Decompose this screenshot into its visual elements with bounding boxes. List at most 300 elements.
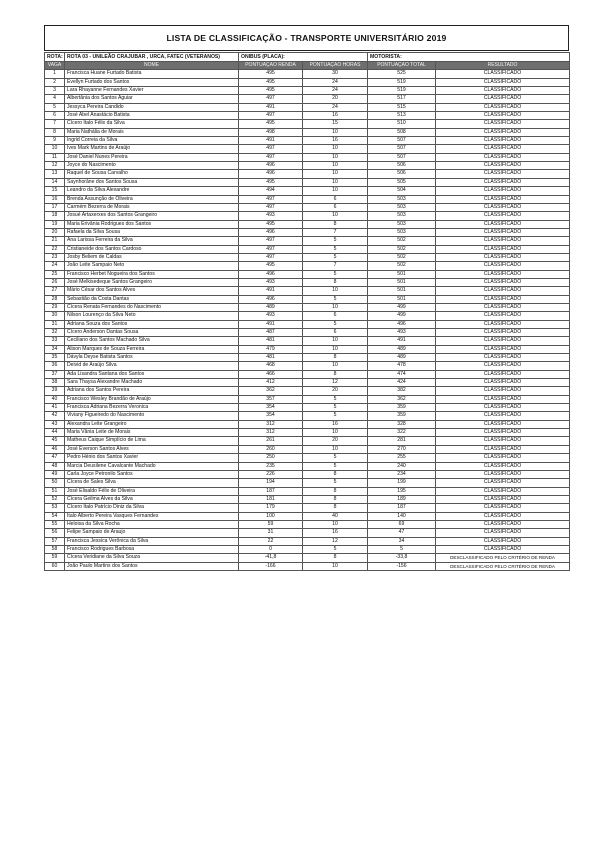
table-row bbox=[45, 203, 570, 211]
cell-renda: 497 bbox=[239, 245, 303, 253]
cell-renda: 235 bbox=[239, 462, 303, 470]
cell-resultado: CLASSIFICADO bbox=[436, 454, 570, 462]
cell-renda: 491 bbox=[239, 320, 303, 328]
cell-nome: Nilson Lourenço da Silva Neto bbox=[65, 312, 239, 320]
cell-horas: 8 bbox=[303, 278, 368, 286]
cell-total: 525 bbox=[368, 70, 436, 78]
cell-vaga: 53 bbox=[45, 504, 65, 512]
cell-resultado: CLASSIFICADO bbox=[436, 153, 570, 161]
cell-horas: 40 bbox=[303, 512, 368, 520]
cell-total: 362 bbox=[368, 395, 436, 403]
table-row bbox=[45, 429, 570, 437]
table-row bbox=[45, 554, 570, 562]
cell-horas: 7 bbox=[303, 262, 368, 270]
cell-horas: 7 bbox=[303, 228, 368, 236]
cell-horas: 8 bbox=[303, 487, 368, 495]
cell-horas: 10 bbox=[303, 212, 368, 220]
cell-total: 359 bbox=[368, 404, 436, 412]
cell-vaga: 46 bbox=[45, 445, 65, 453]
cell-total: 519 bbox=[368, 78, 436, 86]
cell-total: 519 bbox=[368, 87, 436, 95]
table-row bbox=[45, 270, 570, 278]
cell-vaga: 5 bbox=[45, 103, 65, 111]
cell-resultado: CLASSIFICADO bbox=[436, 520, 570, 528]
cell-renda: 491 bbox=[239, 137, 303, 145]
cell-renda: 31 bbox=[239, 529, 303, 537]
cell-vaga: 24 bbox=[45, 262, 65, 270]
cell-vaga: 13 bbox=[45, 170, 65, 178]
cell-nome: Viviany Figueiredo do Nascimento bbox=[65, 412, 239, 420]
cell-vaga: 57 bbox=[45, 537, 65, 545]
header-nome: NOME bbox=[65, 62, 239, 70]
cell-vaga: 40 bbox=[45, 395, 65, 403]
cell-vaga: 29 bbox=[45, 303, 65, 311]
cell-renda: 495 bbox=[239, 178, 303, 186]
cell-total: 507 bbox=[368, 145, 436, 153]
cell-nome: Francisco Wesley Brandão de Araújo bbox=[65, 395, 239, 403]
table-row bbox=[45, 529, 570, 537]
cell-nome: Josué Artaxerxes dos Santos Grangeiro bbox=[65, 212, 239, 220]
bus-plate-label: ONIBUS (PLACA): bbox=[239, 53, 368, 62]
cell-renda: 491 bbox=[239, 103, 303, 111]
cell-total: 510 bbox=[368, 120, 436, 128]
cell-horas: 10 bbox=[303, 145, 368, 153]
cell-renda: 468 bbox=[239, 362, 303, 370]
table-row bbox=[45, 295, 570, 303]
table-row bbox=[45, 228, 570, 236]
cell-resultado: CLASSIFICADO bbox=[436, 445, 570, 453]
cell-total: 501 bbox=[368, 270, 436, 278]
table-row bbox=[45, 420, 570, 428]
cell-vaga: 39 bbox=[45, 387, 65, 395]
cell-nome: Albertânia dos Santos Aguiar bbox=[65, 95, 239, 103]
cell-total: 503 bbox=[368, 212, 436, 220]
table-row bbox=[45, 78, 570, 86]
cell-nome: Carmém Bezerra de Morais bbox=[65, 203, 239, 211]
classification-table bbox=[44, 52, 570, 571]
cell-vaga: 27 bbox=[45, 287, 65, 295]
cell-horas: 16 bbox=[303, 137, 368, 145]
cell-nome: Cícera Geilma Alves da Silva bbox=[65, 495, 239, 503]
cell-resultado: CLASSIFICADO bbox=[436, 212, 570, 220]
table-row bbox=[45, 262, 570, 270]
cell-renda: 487 bbox=[239, 329, 303, 337]
table-row bbox=[45, 178, 570, 186]
cell-total: -156 bbox=[368, 562, 436, 570]
cell-total: 503 bbox=[368, 203, 436, 211]
cell-nome: Brenda Assunção de Oliveira bbox=[65, 195, 239, 203]
cell-vaga: 28 bbox=[45, 295, 65, 303]
table-row bbox=[45, 354, 570, 362]
cell-nome: Adriana Souza dos Santos bbox=[65, 320, 239, 328]
cell-vaga: 26 bbox=[45, 278, 65, 286]
cell-nome: Francisca Huane Furtado Batista bbox=[65, 70, 239, 78]
cell-total: 474 bbox=[368, 370, 436, 378]
cell-vaga: 36 bbox=[45, 362, 65, 370]
cell-horas: 5 bbox=[303, 245, 368, 253]
cell-total: 424 bbox=[368, 379, 436, 387]
cell-resultado: CLASSIFICADO bbox=[436, 103, 570, 111]
table-row bbox=[45, 395, 570, 403]
route-value: ROTA 03 - UNILEÃO CRAJUBAR , URCA, FATEC (VETERANOS) bbox=[65, 53, 239, 62]
cell-resultado: CLASSIFICADO bbox=[436, 320, 570, 328]
cell-vaga: 23 bbox=[45, 253, 65, 261]
cell-total: 478 bbox=[368, 362, 436, 370]
cell-horas: 30 bbox=[303, 70, 368, 78]
cell-resultado: CLASSIFICADO bbox=[436, 137, 570, 145]
cell-vaga: 50 bbox=[45, 479, 65, 487]
cell-vaga: 31 bbox=[45, 320, 65, 328]
cell-total: 502 bbox=[368, 262, 436, 270]
table-row bbox=[45, 170, 570, 178]
cell-horas: 20 bbox=[303, 387, 368, 395]
cell-renda: 354 bbox=[239, 412, 303, 420]
cell-renda: 495 bbox=[239, 220, 303, 228]
cell-horas: 10 bbox=[303, 162, 368, 170]
cell-vaga: 20 bbox=[45, 228, 65, 236]
cell-total: 189 bbox=[368, 495, 436, 503]
cell-vaga: 54 bbox=[45, 512, 65, 520]
cell-total: 493 bbox=[368, 329, 436, 337]
cell-horas: 10 bbox=[303, 562, 368, 570]
cell-renda: 466 bbox=[239, 370, 303, 378]
cell-resultado: CLASSIFICADO bbox=[436, 345, 570, 353]
cell-renda: 354 bbox=[239, 404, 303, 412]
cell-vaga: 19 bbox=[45, 220, 65, 228]
header-vaga: VAGA bbox=[45, 62, 65, 70]
cell-renda: 479 bbox=[239, 345, 303, 353]
table-row bbox=[45, 545, 570, 553]
table-row bbox=[45, 387, 570, 395]
cell-total: 322 bbox=[368, 429, 436, 437]
cell-renda: 496 bbox=[239, 170, 303, 178]
cell-nome: Cristianeide dos Santos Cardoso bbox=[65, 245, 239, 253]
cell-total: 499 bbox=[368, 303, 436, 311]
table-row bbox=[45, 153, 570, 161]
cell-resultado: CLASSIFICADO bbox=[436, 479, 570, 487]
cell-horas: 6 bbox=[303, 203, 368, 211]
cell-horas: 6 bbox=[303, 312, 368, 320]
table-row bbox=[45, 504, 570, 512]
table-row bbox=[45, 112, 570, 120]
cell-total: 69 bbox=[368, 520, 436, 528]
cell-resultado: CLASSIFICADO bbox=[436, 228, 570, 236]
cell-nome: Saynhorâne dos Santos Sousa bbox=[65, 178, 239, 186]
cell-renda: 362 bbox=[239, 387, 303, 395]
cell-renda: 312 bbox=[239, 420, 303, 428]
cell-nome: Adriana dos Santos Pereira bbox=[65, 387, 239, 395]
cell-horas: 10 bbox=[303, 345, 368, 353]
cell-total: 505 bbox=[368, 178, 436, 186]
cell-vaga: 41 bbox=[45, 404, 65, 412]
cell-resultado: CLASSIFICADO bbox=[436, 437, 570, 445]
cell-horas: 16 bbox=[303, 420, 368, 428]
cell-nome: Ingrid Correia da Silva bbox=[65, 137, 239, 145]
cell-resultado: CLASSIFICADO bbox=[436, 120, 570, 128]
cell-nome: Ceciliano dos Santos Machado Silva bbox=[65, 337, 239, 345]
header-resultado: RESULTADO bbox=[436, 62, 570, 70]
cell-resultado: CLASSIFICADO bbox=[436, 337, 570, 345]
cell-renda: 481 bbox=[239, 337, 303, 345]
cell-resultado: CLASSIFICADO bbox=[436, 128, 570, 136]
cell-horas: 10 bbox=[303, 303, 368, 311]
cell-vaga: 6 bbox=[45, 112, 65, 120]
cell-nome: Felipe Sampaio de Araujo bbox=[65, 529, 239, 537]
cell-total: 499 bbox=[368, 312, 436, 320]
table-row bbox=[45, 337, 570, 345]
cell-total: 234 bbox=[368, 470, 436, 478]
route-info-row bbox=[45, 53, 570, 62]
cell-resultado: CLASSIFICADO bbox=[436, 395, 570, 403]
column-header-row bbox=[45, 62, 570, 70]
cell-total: 195 bbox=[368, 487, 436, 495]
table-row bbox=[45, 437, 570, 445]
cell-total: 187 bbox=[368, 504, 436, 512]
cell-horas: 24 bbox=[303, 87, 368, 95]
cell-nome: Carla Joyce Petronilo Santos bbox=[65, 470, 239, 478]
cell-renda: 0 bbox=[239, 545, 303, 553]
table-body bbox=[45, 70, 570, 571]
cell-renda: 412 bbox=[239, 379, 303, 387]
cell-nome: Pedro Hénio dos Santos Xavier bbox=[65, 454, 239, 462]
cell-resultado: CLASSIFICADO bbox=[436, 362, 570, 370]
cell-horas: 12 bbox=[303, 537, 368, 545]
table-row bbox=[45, 287, 570, 295]
cell-resultado: CLASSIFICADO bbox=[436, 420, 570, 428]
table-row bbox=[45, 162, 570, 170]
cell-resultado: CLASSIFICADO bbox=[436, 487, 570, 495]
table-row bbox=[45, 187, 570, 195]
cell-nome: Sebastião da Costa Dantas bbox=[65, 295, 239, 303]
cell-horas: 24 bbox=[303, 103, 368, 111]
table-row bbox=[45, 412, 570, 420]
table-row bbox=[45, 220, 570, 228]
table-row bbox=[45, 362, 570, 370]
cell-renda: 497 bbox=[239, 237, 303, 245]
cell-renda: 497 bbox=[239, 195, 303, 203]
cell-nome: José Abel Anastácio Batista bbox=[65, 112, 239, 120]
table-row bbox=[45, 103, 570, 111]
header-renda: PONTUAÇÃO RENDA bbox=[239, 62, 303, 70]
cell-nome: Josby Beliem de Caldas bbox=[65, 253, 239, 261]
cell-horas: 5 bbox=[303, 320, 368, 328]
cell-total: 507 bbox=[368, 137, 436, 145]
cell-total: 496 bbox=[368, 320, 436, 328]
table-row bbox=[45, 120, 570, 128]
cell-vaga: 42 bbox=[45, 412, 65, 420]
cell-resultado: CLASSIFICADO bbox=[436, 495, 570, 503]
cell-total: 255 bbox=[368, 454, 436, 462]
cell-total: 328 bbox=[368, 420, 436, 428]
cell-resultado: CLASSIFICADO bbox=[436, 162, 570, 170]
cell-total: 5 bbox=[368, 545, 436, 553]
cell-vaga: 22 bbox=[45, 245, 65, 253]
cell-vaga: 44 bbox=[45, 429, 65, 437]
cell-nome: Maria Nathália de Morais bbox=[65, 128, 239, 136]
table-row bbox=[45, 303, 570, 311]
cell-horas: 16 bbox=[303, 529, 368, 537]
cell-horas: 5 bbox=[303, 404, 368, 412]
table-row bbox=[45, 312, 570, 320]
cell-resultado: CLASSIFICADO bbox=[436, 379, 570, 387]
cell-total: 501 bbox=[368, 287, 436, 295]
cell-resultado: DESCLASSIFICADO PELO CRITÉRIO DE RENDA bbox=[436, 554, 570, 562]
cell-nome: João Paulo Martins dos Santos bbox=[65, 562, 239, 570]
cell-total: 504 bbox=[368, 187, 436, 195]
table-row bbox=[45, 520, 570, 528]
cell-total: 513 bbox=[368, 112, 436, 120]
cell-vaga: 30 bbox=[45, 312, 65, 320]
table-row bbox=[45, 145, 570, 153]
cell-resultado: CLASSIFICADO bbox=[436, 404, 570, 412]
cell-resultado: CLASSIFICADO bbox=[436, 412, 570, 420]
table-row bbox=[45, 212, 570, 220]
cell-renda: 496 bbox=[239, 270, 303, 278]
cell-vaga: 52 bbox=[45, 495, 65, 503]
cell-renda: 497 bbox=[239, 112, 303, 120]
cell-horas: 10 bbox=[303, 153, 368, 161]
cell-nome: Deivid de Araújo Silva bbox=[65, 362, 239, 370]
cell-nome: Mário César dos Santos Alves bbox=[65, 287, 239, 295]
cell-vaga: 51 bbox=[45, 487, 65, 495]
table-row bbox=[45, 237, 570, 245]
cell-total: 501 bbox=[368, 295, 436, 303]
cell-nome: José Daniel Nunes Pereira bbox=[65, 153, 239, 161]
cell-horas: 10 bbox=[303, 178, 368, 186]
cell-renda: 22 bbox=[239, 537, 303, 545]
cell-renda: 187 bbox=[239, 487, 303, 495]
cell-horas: 10 bbox=[303, 520, 368, 528]
cell-horas: 8 bbox=[303, 370, 368, 378]
cell-resultado: CLASSIFICADO bbox=[436, 537, 570, 545]
cell-renda: 495 bbox=[239, 78, 303, 86]
cell-renda: 260 bbox=[239, 445, 303, 453]
cell-nome: Ada Lisandra Santana dos Santos bbox=[65, 370, 239, 378]
cell-resultado: CLASSIFICADO bbox=[436, 287, 570, 295]
cell-horas: 5 bbox=[303, 412, 368, 420]
cell-vaga: 18 bbox=[45, 212, 65, 220]
cell-resultado: DESCLASSIFICADO PELO CRITÉRIO DE RENDA bbox=[436, 562, 570, 570]
cell-horas: 5 bbox=[303, 237, 368, 245]
cell-resultado: CLASSIFICADO bbox=[436, 512, 570, 520]
cell-resultado: CLASSIFICADO bbox=[436, 78, 570, 86]
cell-nome: Leandro da Silva Alexandre bbox=[65, 187, 239, 195]
cell-renda: 498 bbox=[239, 128, 303, 136]
cell-resultado: CLASSIFICADO bbox=[436, 187, 570, 195]
table-row bbox=[45, 70, 570, 78]
cell-total: 240 bbox=[368, 462, 436, 470]
cell-nome: Cícera de Sales Silva bbox=[65, 479, 239, 487]
cell-renda: -41,8 bbox=[239, 554, 303, 562]
cell-total: -33,8 bbox=[368, 554, 436, 562]
cell-resultado: CLASSIFICADO bbox=[436, 253, 570, 261]
cell-total: 489 bbox=[368, 354, 436, 362]
table-row bbox=[45, 345, 570, 353]
cell-vaga: 1 bbox=[45, 70, 65, 78]
cell-horas: 10 bbox=[303, 170, 368, 178]
cell-resultado: CLASSIFICADO bbox=[436, 387, 570, 395]
cell-total: 502 bbox=[368, 237, 436, 245]
cell-total: 47 bbox=[368, 529, 436, 537]
cell-resultado: CLASSIFICADO bbox=[436, 70, 570, 78]
cell-vaga: 2 bbox=[45, 78, 65, 86]
cell-resultado: CLASSIFICADO bbox=[436, 303, 570, 311]
cell-vaga: 7 bbox=[45, 120, 65, 128]
cell-total: 199 bbox=[368, 479, 436, 487]
cell-resultado: CLASSIFICADO bbox=[436, 504, 570, 512]
table-row bbox=[45, 404, 570, 412]
cell-horas: 10 bbox=[303, 287, 368, 295]
cell-nome: José Melkisedeque Santos Grangeiro bbox=[65, 278, 239, 286]
cell-nome: Matheus Caique Simplício de Lima bbox=[65, 437, 239, 445]
cell-renda: 59 bbox=[239, 520, 303, 528]
cell-total: 515 bbox=[368, 103, 436, 111]
cell-horas: 12 bbox=[303, 379, 368, 387]
cell-horas: 10 bbox=[303, 187, 368, 195]
cell-nome: Cícero Ítalo Patrício Diniz da Silva bbox=[65, 504, 239, 512]
cell-horas: 8 bbox=[303, 554, 368, 562]
cell-renda: 179 bbox=[239, 504, 303, 512]
cell-resultado: CLASSIFICADO bbox=[436, 529, 570, 537]
table-row bbox=[45, 195, 570, 203]
cell-resultado: CLASSIFICADO bbox=[436, 203, 570, 211]
cell-horas: 6 bbox=[303, 195, 368, 203]
cell-resultado: CLASSIFICADO bbox=[436, 95, 570, 103]
cell-resultado: CLASSIFICADO bbox=[436, 295, 570, 303]
cell-vaga: 37 bbox=[45, 370, 65, 378]
table-row bbox=[45, 245, 570, 253]
cell-renda: 489 bbox=[239, 303, 303, 311]
cell-nome: Maria Vânia Leite de Morais bbox=[65, 429, 239, 437]
cell-horas: 5 bbox=[303, 253, 368, 261]
cell-total: 517 bbox=[368, 95, 436, 103]
table-row bbox=[45, 87, 570, 95]
cell-horas: 8 bbox=[303, 220, 368, 228]
cell-resultado: CLASSIFICADO bbox=[436, 245, 570, 253]
table-row bbox=[45, 562, 570, 570]
cell-nome: Cícera Renata Fernandes do Nascimento bbox=[65, 303, 239, 311]
cell-nome: Cícero Ítalo Félix da Silva bbox=[65, 120, 239, 128]
cell-total: 489 bbox=[368, 345, 436, 353]
cell-nome: Francisca Adriana Bezerra Veronica bbox=[65, 404, 239, 412]
cell-nome: Francisco Herbet Nogueira dos Santos bbox=[65, 270, 239, 278]
cell-resultado: CLASSIFICADO bbox=[436, 462, 570, 470]
cell-horas: 10 bbox=[303, 429, 368, 437]
cell-horas: 8 bbox=[303, 470, 368, 478]
cell-horas: 10 bbox=[303, 362, 368, 370]
cell-horas: 8 bbox=[303, 354, 368, 362]
cell-renda: 493 bbox=[239, 278, 303, 286]
cell-total: 501 bbox=[368, 278, 436, 286]
cell-total: 491 bbox=[368, 337, 436, 345]
cell-resultado: CLASSIFICADO bbox=[436, 220, 570, 228]
cell-vaga: 16 bbox=[45, 195, 65, 203]
cell-vaga: 14 bbox=[45, 178, 65, 186]
cell-vaga: 3 bbox=[45, 87, 65, 95]
cell-renda: 491 bbox=[239, 287, 303, 295]
route-label: ROTA: bbox=[45, 53, 65, 62]
cell-total: 506 bbox=[368, 170, 436, 178]
cell-horas: 5 bbox=[303, 395, 368, 403]
cell-renda: 495 bbox=[239, 87, 303, 95]
cell-resultado: CLASSIFICADO bbox=[436, 87, 570, 95]
table-row bbox=[45, 370, 570, 378]
table-row bbox=[45, 329, 570, 337]
cell-renda: 497 bbox=[239, 203, 303, 211]
cell-renda: 181 bbox=[239, 495, 303, 503]
cell-nome: Cícera Veridiane da Silva Souza bbox=[65, 554, 239, 562]
cell-vaga: 49 bbox=[45, 470, 65, 478]
